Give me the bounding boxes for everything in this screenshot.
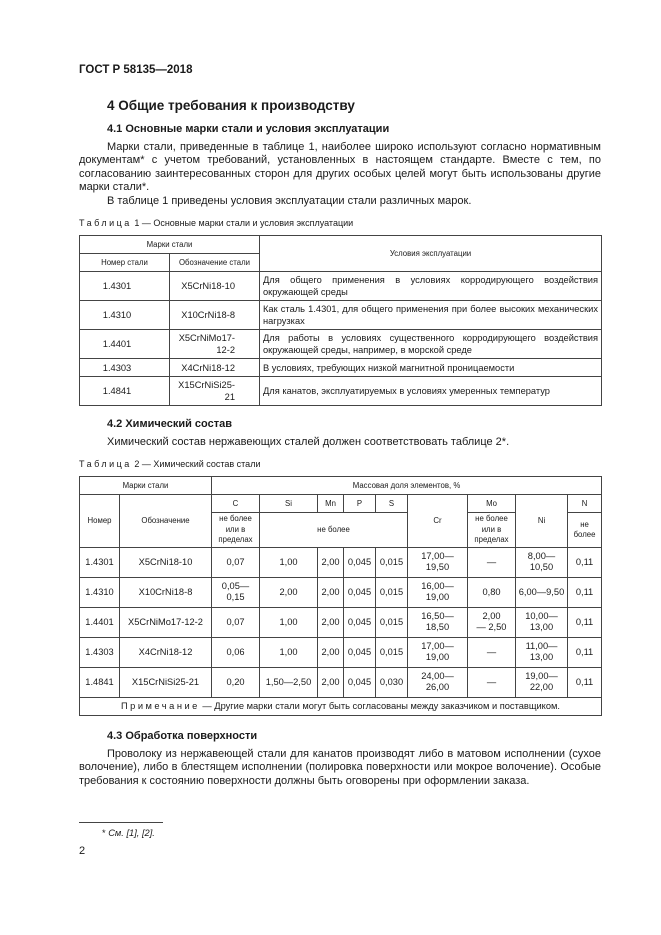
t1-cell-designation: X10CrNi18-8 [170, 301, 260, 330]
t2-cell-mo: 0,80 [468, 577, 516, 607]
table-row [80, 330, 602, 359]
t2-head-mass: Массовая доля элементов, % [212, 477, 602, 495]
table-row [80, 667, 602, 697]
t2-cell-grade: X5CrNiMo17-12-2 [120, 607, 212, 637]
table-1 [79, 235, 602, 406]
t2-cell-cr: 17,00— 19,50 [408, 547, 468, 577]
t2-cell-p: 0,045 [344, 637, 376, 667]
t2-limit-c: не более или в пределах [212, 513, 260, 548]
footnote-mark: * [102, 828, 109, 838]
section-4-1-paragraph-2: В таблице 1 приведены условия эксплуатации стали различных марок. [107, 194, 472, 207]
table-2-note [80, 697, 602, 715]
t2-cell-number: 1.4301 [80, 547, 120, 577]
table-2-caption-text: 2 — Химический состав стали [134, 459, 261, 470]
t2-head-mn: Mn [318, 495, 344, 513]
t2-head-designation: Обозначение [120, 495, 212, 548]
t2-cell-si: 2,00 [260, 577, 318, 607]
table-2-note-text: — Другие марки стали могут быть согласованы между заказчиком и поставщиком. [199, 700, 561, 711]
t2-cell-number: 1.4401 [80, 607, 120, 637]
t2-cell-n: 0,11 [568, 637, 602, 667]
t1-head-grades: Марки стали [80, 236, 260, 254]
table-row [80, 272, 602, 301]
t2-cell-s: 0,015 [376, 637, 408, 667]
t2-limit-mid: не более [260, 513, 408, 548]
t2-cell-mo: — [468, 637, 516, 667]
t1-cell-number: 1.4301 [80, 272, 170, 301]
t2-cell-mn: 2,00 [318, 637, 344, 667]
table-row [80, 547, 602, 577]
t2-cell-mo: — [468, 547, 516, 577]
t1-cell-number: 1.4841 [80, 377, 170, 406]
t1-head-conditions: Условия эксплуатации [260, 236, 602, 272]
t2-cell-cr: 24,00— 26,00 [408, 667, 468, 697]
section-4-2-paragraph-1: Химический состав нержавеющих сталей должен соответствовать таблице 2*. [107, 436, 510, 449]
t1-cell-number: 1.4401 [80, 330, 170, 359]
table-row [80, 607, 602, 637]
t1-head-designation: Обозначение стали [170, 254, 260, 272]
section-4-2-title: 4.2 Химический состав [107, 418, 232, 431]
t2-cell-c: 0,07 [212, 547, 260, 577]
t2-cell-grade: X10CrNi18-8 [120, 577, 212, 607]
t2-cell-c: 0,06 [212, 637, 260, 667]
t2-cell-si: 1,50—2,50 [260, 667, 318, 697]
section-4-3-paragraph-1: Проволоку из нержавеющей стали для канатов производят либо в матовом исполнении (сухое волочение), либо в блестящем исполнении (полировка поверхности или мокрое волочение). Особые требования к состоянию поверхности должны быть оговорены при оформлении заказа. [79, 747, 601, 787]
table-2-caption [79, 459, 601, 469]
table-2-caption-label: Таблица [79, 459, 132, 470]
t2-cell-number: 1.4841 [80, 667, 120, 697]
t2-cell-p: 0,045 [344, 667, 376, 697]
t1-cell-designation: X4CrNi18-12 [170, 359, 260, 377]
t2-cell-cr: 16,00— 19,00 [408, 577, 468, 607]
t2-cell-mo: — [468, 667, 516, 697]
footnote-reference: См. [1], [2]. [108, 828, 155, 838]
t2-cell-ni: 10,00— 13,00 [516, 607, 568, 637]
t2-limit-n: не более [568, 513, 602, 548]
t2-cell-grade: X5CrNi18-10 [120, 547, 212, 577]
t2-cell-mn: 2,00 [318, 547, 344, 577]
table-1-caption [79, 218, 601, 228]
t2-cell-ni: 11,00— 13,00 [516, 637, 568, 667]
table-row [80, 577, 602, 607]
t2-cell-c: 0,05— 0,15 [212, 577, 260, 607]
t1-cell-number: 1.4303 [80, 359, 170, 377]
t1-cell-conditions: Для канатов, эксплуатируемых в условиях умеренных температур [260, 377, 602, 406]
t2-head-c: C [212, 495, 260, 513]
t2-head-ni: Ni [516, 495, 568, 548]
t2-cell-s: 0,015 [376, 607, 408, 637]
table-2-note-label: Примечание [121, 700, 200, 711]
t2-cell-ni: 19,00— 22,00 [516, 667, 568, 697]
t1-cell-designation: X15CrNiSi25-21 [170, 377, 260, 406]
document-id: ГОСТ Р 58135—2018 [79, 64, 193, 76]
t2-head-mo: Mo [468, 495, 516, 513]
t2-cell-p: 0,045 [344, 577, 376, 607]
section-4-3-title: 4.3 Обработка поверхности [107, 729, 258, 742]
t2-cell-ni: 6,00—9,50 [516, 577, 568, 607]
footnote-divider [79, 822, 163, 823]
t2-cell-n: 0,11 [568, 667, 602, 697]
t2-head-grades: Марки стали [80, 477, 212, 495]
t2-cell-number: 1.4303 [80, 637, 120, 667]
table-1-caption-label: Таблица [79, 218, 132, 229]
t2-limit-mo: не более или в пределах [468, 513, 516, 548]
t1-head-number: Номер стали [80, 254, 170, 272]
t2-cell-c: 0,20 [212, 667, 260, 697]
t2-cell-n: 0,11 [568, 547, 602, 577]
t1-cell-conditions: Для работы в условиях существенного корродирующего воздействия окружающей среды, например, в морской среде [260, 330, 602, 359]
table-row [80, 637, 602, 667]
t2-cell-mn: 2,00 [318, 577, 344, 607]
t2-cell-s: 0,015 [376, 577, 408, 607]
t1-cell-designation: X5CrNiMo17-12-2 [170, 330, 260, 359]
t1-cell-conditions: В условиях, требующих низкой магнитной проницаемости [260, 359, 602, 377]
t1-cell-conditions: Как сталь 1.4301, для общего применения при более высоких механических нагрузках [260, 301, 602, 330]
t2-head-number: Номер [80, 495, 120, 548]
t2-cell-ni: 8,00—10,50 [516, 547, 568, 577]
t1-cell-conditions: Для общего применения в условиях корродирующего воздействия окружающей среды [260, 272, 602, 301]
section-4-1-title: 4.1 Основные марки стали и условия эксплуатации [107, 123, 390, 135]
page-number: 2 [79, 845, 86, 857]
t2-cell-p: 0,045 [344, 547, 376, 577]
table-1-caption-text: 1 — Основные марки стали и условия эксплуатации [134, 218, 354, 229]
t2-cell-si: 1,00 [260, 547, 318, 577]
t1-cell-number: 1.4310 [80, 301, 170, 330]
t2-cell-si: 1,00 [260, 637, 318, 667]
t2-head-s: S [376, 495, 408, 513]
table-row [80, 301, 602, 330]
table-2 [79, 476, 602, 716]
t2-cell-mo: 2,00 — 2,50 [468, 607, 516, 637]
t2-cell-p: 0,045 [344, 607, 376, 637]
t2-cell-n: 0,11 [568, 607, 602, 637]
t2-cell-c: 0,07 [212, 607, 260, 637]
t2-cell-si: 1,00 [260, 607, 318, 637]
t2-cell-cr: 16,50— 18,50 [408, 607, 468, 637]
t1-cell-designation: X5CrNi18-10 [170, 272, 260, 301]
t2-cell-s: 0,030 [376, 667, 408, 697]
t2-cell-n: 0,11 [568, 577, 602, 607]
section-4-1-paragraph-1: Марки стали, приведенные в таблице 1, наиболее широко используют согласно нормативным документам* с учетом требований, установленных в настоящем стандарте. Вместе с тем, по согласованию заинтересованных сторон для других особых целей могут быть использованы другие марки стали*. [79, 141, 601, 194]
t2-head-n: N [568, 495, 602, 513]
t2-cell-mn: 2,00 [318, 667, 344, 697]
footnote [102, 828, 155, 838]
t2-cell-mn: 2,00 [318, 607, 344, 637]
t2-cell-cr: 17,00— 19,00 [408, 637, 468, 667]
t2-cell-grade: X4CrNi18-12 [120, 637, 212, 667]
t2-head-si: Si [260, 495, 318, 513]
t2-head-p: P [344, 495, 376, 513]
t2-cell-s: 0,015 [376, 547, 408, 577]
section-4-title: 4 Общие требования к производству [107, 98, 355, 113]
table-row [80, 359, 602, 377]
table-row [80, 377, 602, 406]
t2-head-cr: Cr [408, 495, 468, 548]
t2-cell-number: 1.4310 [80, 577, 120, 607]
t2-cell-grade: X15CrNiSi25-21 [120, 667, 212, 697]
